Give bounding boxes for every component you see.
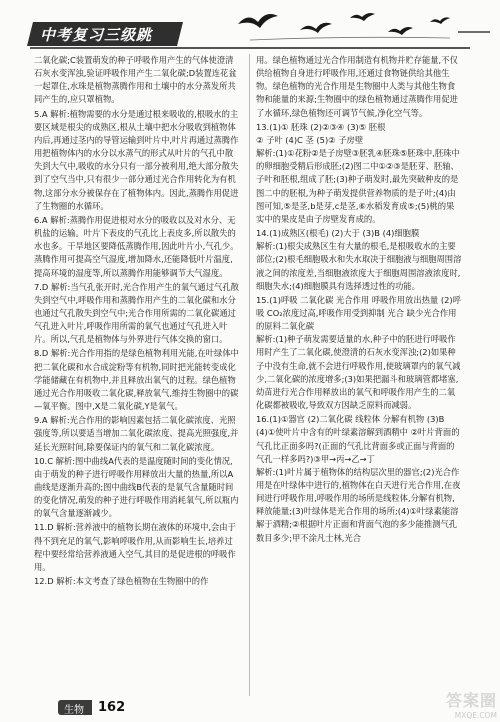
answer-item-15-analysis: 解析:(1)种子萌发需要适量的水,种子中的胚进行呼吸作用时产生了二氧化碳,使澄清的石灰水变浑浊;(2)如果种子中没有生命,就不会进行呼吸作用,使玻璃罩内的氧气减少,二氧化碳的浓度增多;(3)如果把漏斗和玻璃管都堵塞,幼苗进行光合作用释放出的氧气和呼吸作用产生的二氧化碳都被吸收,导致双方因缺乏原料而减弱。 [256, 334, 461, 411]
answer-item-15: 15.(1)呼吸 二氧化碳 光合作用 呼吸作用放出热量 (2)呼吸 CO₂浓度过高,呼吸作用受到抑制 光合 缺少光合作用的原料二氧化碳 [256, 294, 461, 332]
header-rule [30, 47, 470, 49]
watermark [405, 688, 497, 718]
header-title: 中考复习三级跳 [40, 26, 153, 44]
answer-item-7: 7.D 解析:当气孔张开时,光合作用产生的氧气通过气孔散失到空气中,呼吸作用和蒸腾作用产生的二氧化碳和水分也通过气孔散失到空气中;光合作用所需的二氧化碳通过气孔进入叶片,呼吸作用所需的氧气也通过气孔进入叶片。所以,气孔是植物体与外界进行气体交换的窗口。 [34, 281, 239, 345]
subject-label: 生物 [64, 705, 84, 716]
answer-item-16-cont: (4)①使叶片中含有的叶绿素溶解到酒精中 ②叶片背面的气孔比正面多吗?(正面的气孔比背面多或正面与背面的气孔一样多吗?)③甲→丙→乙→丁 [256, 427, 460, 464]
answer-item-16: 16.(1)①器官 (2)二氧化碳 线粒体 分解有机物 (3)B [256, 414, 445, 425]
answer-item-6: 6.A 解析:蒸腾作用促进根对水分的吸收以及对水分、无机盐的运输。叶片下表皮的气孔比上表皮多,所以散失的水也多。干旱地区要降低蒸腾作用,因此叶片小,气孔少。蒸腾作用可提高空气湿度,增加降水,还能降低叶片温度,提高环境的湿度等,所以蒸腾作用能够调节大气湿度。 [34, 214, 239, 278]
answer-item-11: 11.D 解析:营养液中的植物长期在液体的环境中,会由于得不到充足的氧气,影响呼吸作用,从而影响生长,培养过程中要经常给营养液通入空气,其目的是促进根的呼吸作用。 [34, 522, 236, 572]
answer-item-9: 9.A 解析:光合作用的影响因素包括二氧化碳浓度、光照强度等,所以要适当增加二氧化碳浓度、提高光照强度,并延长光照时间,除要保证内的氧气和二氧化碳浓度。 [34, 415, 239, 452]
answer-item-5: 5.A 解析:植物需要的水分是通过根来吸收的,根吸水的主要区域是根尖的成熟区,根从土壤中把水分吸收到植物体内后,再通过茎内的导管运输到叶片中,叶片再通过蒸腾作用把植物体内的水分以水蒸气的形式从叶片的气孔中散失到大气中,吸收的水分只有一部分被利用,绝大部分散失到了空气当中,只有很少一部分通过光合作用转化为有机物,这部分水分被保存在了植物体内。因此,蒸腾作用促进了生物圈的水循环。 [34, 108, 239, 211]
answer-item-16-analysis: 解析:(1)叶片属于植物体的结构层次里的器官;(2)光合作用是在叶绿体中进行的,植物体在白天进行光合作用,在夜间进行呼吸作用,呼吸作用的场所是线粒体,分解有机物,释放能量;(3)叶绿体是光合作用的场所;(4)①叶绿素能溶解于酒精;②根据叶片正面和背面气泡的多少能推测气孔数目多少;甲不涂凡士林,光合 [256, 466, 461, 543]
answer-item-13: 13.(1)① 胚珠 (2)②③④ (3)⑤ 胚根 [256, 121, 386, 132]
answer-item-12: 12.D 解析:本文考查了绿色植物在生物圈中的作 [34, 576, 209, 587]
birds-illustration [230, 2, 490, 44]
answer-item-14-analysis: 解析:(1)根尖成熟区生有大量的根毛,是根吸收水的主要部位;(2)根毛细胞吸水和失水取决于细胞液与细胞周围溶液之间的浓度差,当细胞液浓度大于细胞周围溶液浓度时,细胞失水;(4)细胞膜具有选择透过性的功能。 [256, 241, 462, 291]
answer-item-14: 14.(1)成熟区(根毛) (2)大于 (3)B (4)细胞膜 [256, 228, 420, 239]
column-divider [249, 54, 250, 696]
answer-item-13-analysis: 解析:(1)①花粉②是子房壁③胚乳④胚珠⑤胚珠中,胚珠中的卵细胞受精后形成胚;(2)图二中①②③是胚芽、胚轴、子叶和胚根,组成了胚;(3)种子萌发时,最先突破种皮的是图二中的胚根,为种子萌发提供营养物质的是子叶;(4)由图可知,⑤是茎,b是芽,c是茎,⑥水稻发育成⑤;(5)桃的果实中的果皮是由子房壁发育成的。 [256, 148, 460, 224]
answer-item-8: 8.D 解析:光合作用指的是绿色植物利用光能,在叶绿体中把二氧化碳和水合成淀粉等有机物,同时把光能转变成化学能储藏在有机物中,并且释放出氧气的过程。绿色植物通过光合作用吸收二氧化碳,释放氧气,维持生物圈中的碳—氧平衡。图中,X是二氧化碳,Y是氧气。 [34, 348, 239, 412]
page-header [0, 0, 500, 48]
answer-paragraph: 二氧化碳;C装置萌发的种子呼吸作用产生的气体使澄清石灰水变浑浊,验证呼吸作用产生二氧化碳;D装置连花盆一起罩住,水珠是植物蒸腾作用和土壤中的水分蒸发所共同产生的,应只罩植物。 [34, 55, 237, 105]
watermark-url: MXQE.COM [454, 711, 497, 720]
left-column [34, 54, 240, 588]
answer-item-10: 10.C 解析:图中曲线A代表的是温度随时间的变化情况,由于萌发的种子进行呼吸作用释放出大量的热量,所以A曲线是逐渐升高的;图中曲线B代表的是氧气含量随时间的变化情况,萌发的种子进行呼吸作用消耗氧气,所以瓶内的氧气含量逐渐减少。 [34, 455, 239, 519]
answer-item-13-cont: ② 子叶 (4)C 茎 (5)② 子房壁 [256, 134, 364, 145]
answer-paragraph: 用。绿色植物通过光合作用制造有机物并贮存能量,不仅供给植物自身进行呼吸作用,还通过食物链供给其他生物。绿色植物的光合作用是生物圈中人类与其他生物食物和能量的来源;生物圈中的绿色植物通过蒸腾作用促进了水循环,绿色植物还可调节气候,净化空气等。 [256, 55, 458, 118]
page-number: 162 [98, 700, 126, 715]
right-column [256, 54, 462, 545]
watermark-logo: 答案圈 [445, 691, 497, 710]
